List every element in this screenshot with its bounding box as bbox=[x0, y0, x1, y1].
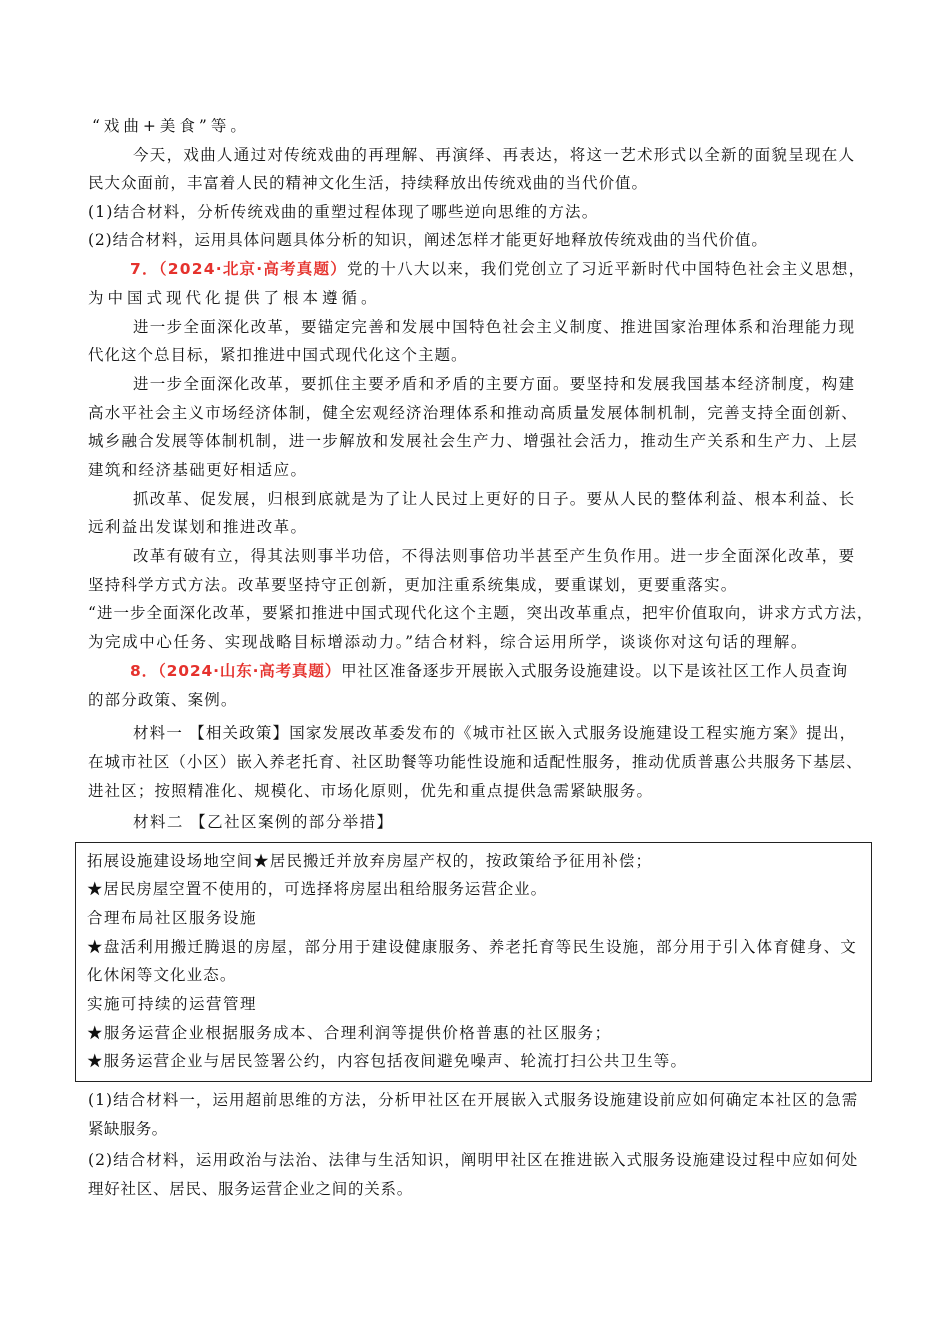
box-line: ★盘活利用搬迁腾退的房屋，部分用于建设健康服务、养老托育等民生设施，部分用于引入体育健身、文 bbox=[87, 938, 858, 956]
question-8-source-label: 8．（2024·山东·高考真题） bbox=[130, 662, 342, 680]
box-heading: 实施可持续的运营管理 bbox=[87, 995, 258, 1013]
text-line: 的部分政策、案例。 bbox=[88, 691, 238, 709]
question-7-line bbox=[130, 258, 865, 280]
question-text: (2)结合材料，运用政治与法治、法律与生活知识，阐明甲社区在推进嵌入式服务设施建设过程中应如何处 bbox=[88, 1151, 859, 1169]
question-text: (2)结合材料，运用具体问题具体分析的知识，阐述怎样才能更好地释放传统戏曲的当代价值。 bbox=[88, 231, 768, 249]
text-line: 今天，戏曲人通过对传统戏曲的再理解、再演绎、再表达，将这一艺术形式以全新的面貌呈现在人 bbox=[133, 146, 856, 164]
question-8-text: 甲社区准备逐步开展嵌入式服务设施建设。以下是该社区工作人员查询 bbox=[341, 662, 848, 680]
text-line: 改革有破有立，得其法则事半功倍，不得法则事倍功半甚至产生负作用。进一步全面深化改革，要 bbox=[133, 547, 856, 565]
box-line: 化休闲等文化业态。 bbox=[87, 966, 237, 984]
text-line: 进社区；按照精准化、规模化、市场化原则，优先和重点提供急需紧缺服务。 bbox=[88, 782, 654, 800]
question-text: 为完成中心任务、实现战略目标增添动力。”结合材料，综合运用所学，谈谈你对这句话的理解。 bbox=[88, 633, 808, 651]
text-line: 在城市社区（小区）嵌入养老托育、社区助餐等功能性设施和适配性服务，推动优质普惠公共服务下基层、 bbox=[88, 753, 863, 771]
material-two: 材料二 【乙社区案例的部分举措】 bbox=[133, 813, 394, 831]
text-line: 进一步全面深化改革，要抓住主要矛盾和矛盾的主要方面。要坚持和发展我国基本经济制度，构建 bbox=[133, 375, 856, 393]
text-line: 为中国式现代化提供了根本遵循。 bbox=[88, 289, 381, 307]
text-line: 抓改革、促发展，归根到底就是为了让人民过上更好的日子。要从人民的整体利益、根本利益、长 bbox=[133, 490, 856, 508]
question-text: 紧缺服务。 bbox=[88, 1120, 168, 1138]
text-line: 建筑和经济基础更好相适应。 bbox=[88, 461, 308, 479]
box-heading: 合理布局社区服务设施 bbox=[87, 909, 258, 927]
question-text: (1)结合材料，分析传统戏曲的重塑过程体现了哪些逆向思维的方法。 bbox=[88, 203, 599, 221]
text-line: 代化这个总目标，紧扣推进中国式现代化这个主题。 bbox=[88, 346, 468, 364]
text-line: 高水平社会主义市场经济体制，健全宏观经济治理体系和推动高质量发展体制机制，完善支持全面创新、 bbox=[88, 404, 859, 422]
text-line: 进一步全面深化改革，要锚定完善和发展中国特色社会主义制度、推进国家治理体系和治理能力现 bbox=[133, 318, 856, 336]
question-text: (1)结合材料一，运用超前思维的方法，分析甲社区在开展嵌入式服务设施建设前应如何确定本社区的急需 bbox=[88, 1091, 859, 1109]
text-line: 坚持科学方式方法。改革要坚持守正创新，更加注重系统集成，要重谋划，更要重落实。 bbox=[88, 576, 738, 594]
text-line: 城乡融合发展等体制机制，进一步解放和发展社会生产力、增强社会活力，推动生产关系和生产力、上层 bbox=[88, 432, 859, 450]
text-line: 民大众面前，丰富着人民的精神文化生活，持续释放出传统戏曲的当代价值。 bbox=[88, 174, 648, 192]
text-line: 远利益出发谋划和推进改革。 bbox=[88, 518, 308, 536]
question-8-line bbox=[130, 660, 848, 682]
box-line: ★服务运营企业根据服务成本、合理利润等提供价格普惠的社区服务； bbox=[87, 1024, 612, 1042]
question-7-text: 党的十八大以来，我们党创立了习近平新时代中国特色社会主义思想， bbox=[346, 260, 866, 278]
question-text: “进一步全面深化改革，要紧扣推进中国式现代化这个主题，突出改革重点，把牢价值取向，讲求方式方法， bbox=[88, 604, 874, 622]
material-one: 材料一 【相关政策】国家发展改革委发布的《城市社区嵌入式服务设施建设工程实施方案》提出， bbox=[133, 724, 857, 742]
question-7-source-label: 7．（2024·北京·高考真题） bbox=[130, 260, 347, 278]
box-line: 拓展设施建设场地空间★居民搬迁并放弃房屋产权的，按政策给予征用补偿； bbox=[87, 852, 653, 870]
text-line: “戏曲+美食”等。 bbox=[92, 117, 250, 135]
box-line: ★服务运营企业与居民签署公约，内容包括夜间避免噪声、轮流打扫公共卫生等。 bbox=[87, 1052, 688, 1070]
question-text: 理好社区、居民、服务运营企业之间的关系。 bbox=[88, 1180, 414, 1198]
box-line: ★居民房屋空置不使用的，可选择将房屋出租给服务运营企业。 bbox=[87, 880, 548, 898]
